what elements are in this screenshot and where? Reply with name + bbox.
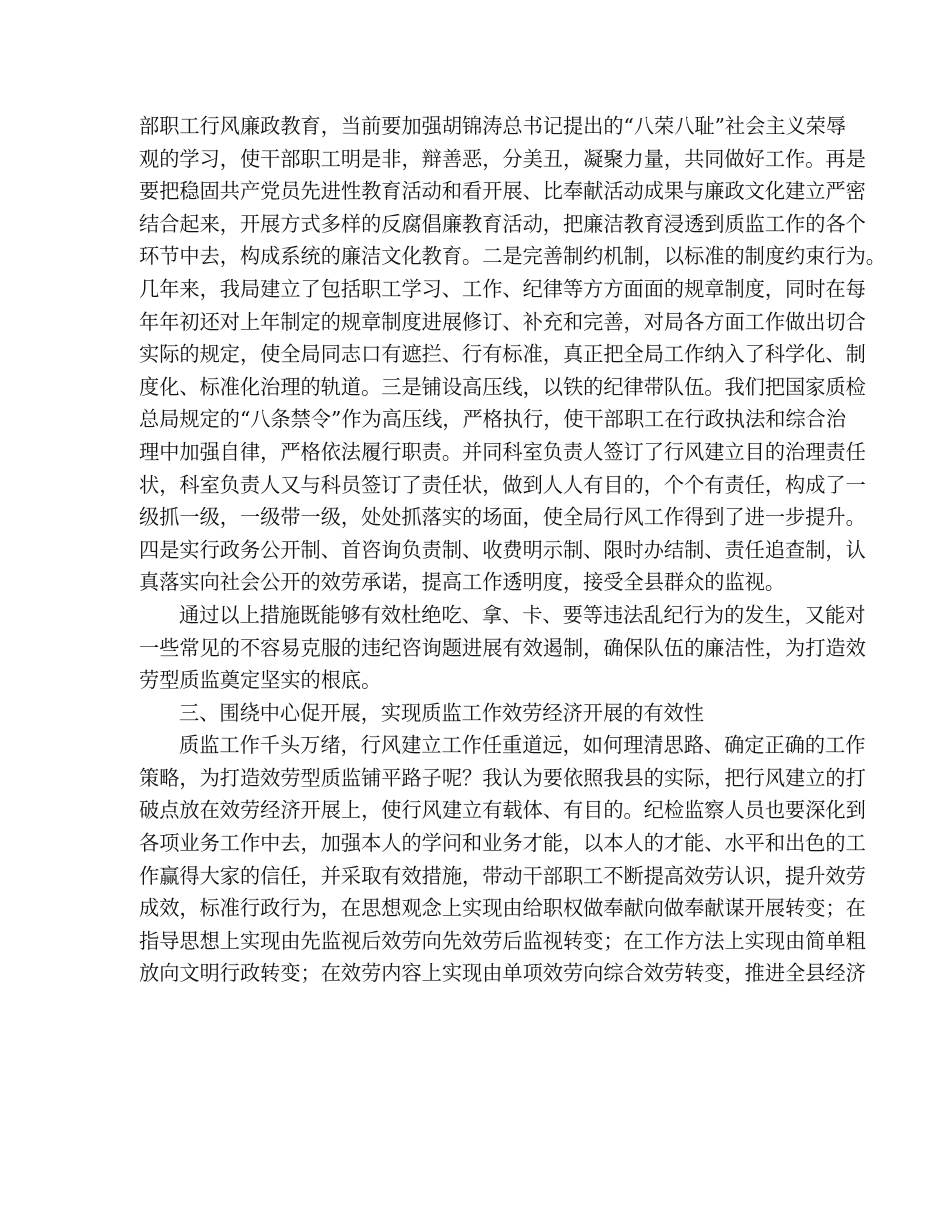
text-line: 一些常见的不容易克服的违纪咨询题进展有效遏制，确保队伍的廉洁性，为打造效 [139, 635, 866, 660]
text-line: 结合起来，开展方式多样的反腐倡廉教育活动，把廉洁教育浸透到质监工作的各个 [139, 211, 866, 236]
text-line: 各项业务工作中去，加强本人的学问和业务才能，以本人的才能、水平和出色的工 [139, 831, 866, 856]
text-line: 指导思想上实现由先监视后效劳向先效劳后监视转变；在工作方法上实现由简单粗 [139, 928, 866, 953]
text-line: 策略，为打造效劳型质监铺平路子呢？我认为要依照我县的实际，把行风建立的打 [139, 765, 866, 790]
text-line: 状，科室负责人又与科员签订了责任状，做到人人有目的，个个有责任，构成了一 [139, 472, 866, 497]
text-line: 部职工行风廉政教育，当前要加强胡锦涛总书记提出的“八荣八耻”社会主义荣辱 [139, 114, 847, 138]
text-line: 几年来，我局建立了包括职工学习、工作、纪律等方方面面的规章制度，同时在每 [139, 276, 866, 301]
text-line: 作赢得大家的信任，并采取有效措施，带动干部职工不断提高效劳认识，提升效劳 [139, 863, 866, 888]
text-line: 三、围绕中心促开展，实现质监工作效劳经济开展的有效性 [179, 700, 704, 725]
text-line: 理中加强自律，严格依法履行职责。并同科室负责人签订了行风建立目的治理责任 [139, 439, 866, 464]
text-line: 成效，标准行政行为，在思想观念上实现由给职权做奉献向做奉献谋开展转变；在 [139, 896, 866, 921]
text-line: 质监工作千头万绪，行风建立工作任重道远，如何理清思路、确定正确的工作 [179, 733, 866, 758]
text-line: 放向文明行政转变；在效劳内容上实现由单项效劳向综合效劳转变，推进全县经济 [139, 961, 866, 986]
text-line: 度化、标准化治理的轨道。三是铺设高压线，以铁的纪律带队伍。我们把国家质检 [139, 374, 866, 399]
text-line: 级抓一级，一级带一级，处处抓落实的场面，使全局行风工作得到了进一步提升。 [139, 505, 866, 530]
text-line: 劳型质监奠定坚实的根底。 [139, 668, 382, 693]
text-line: 总局规定的“八条禁令”作为高压线，严格执行，使干部职工在行政执法和综合治 [139, 407, 847, 432]
text-line: 环节中去，构成系统的廉洁文化教育。二是完善制约机制，以标准的制度约束行为。 [139, 244, 886, 269]
text-line: 观的学习，使干部职工明是非，辩善恶，分美丑，凝聚力量，共同做好工作。再是 [139, 146, 866, 171]
body-text [139, 110, 886, 990]
text-line: 通过以上措施既能够有效杜绝吃、拿、卡、要等违法乱纪行为的发生，又能对 [179, 602, 866, 627]
text-line: 年年初还对上年制定的规章制度进展修订、补充和完善，对局各方面工作做出切合 [139, 309, 866, 334]
text-line: 真落实向社会公开的效劳承诺，提高工作透明度，接受全县群众的监视。 [139, 570, 786, 595]
text-line: 要把稳固共产党员先进性教育活动和看开展、比奉献活动成果与廉政文化建立严密 [139, 179, 866, 204]
text-line: 实际的规定，使全局同志口有遮拦、行有标准，真正把全局工作纳入了科学化、制 [139, 342, 866, 367]
text-line: 四是实行政务公开制、首咨询负责制、收费明示制、限时办结制、责任追查制，认 [139, 537, 866, 562]
text-line: 破点放在效劳经济开展上，使行风建立有载体、有目的。纪检监察人员也要深化到 [139, 798, 866, 823]
